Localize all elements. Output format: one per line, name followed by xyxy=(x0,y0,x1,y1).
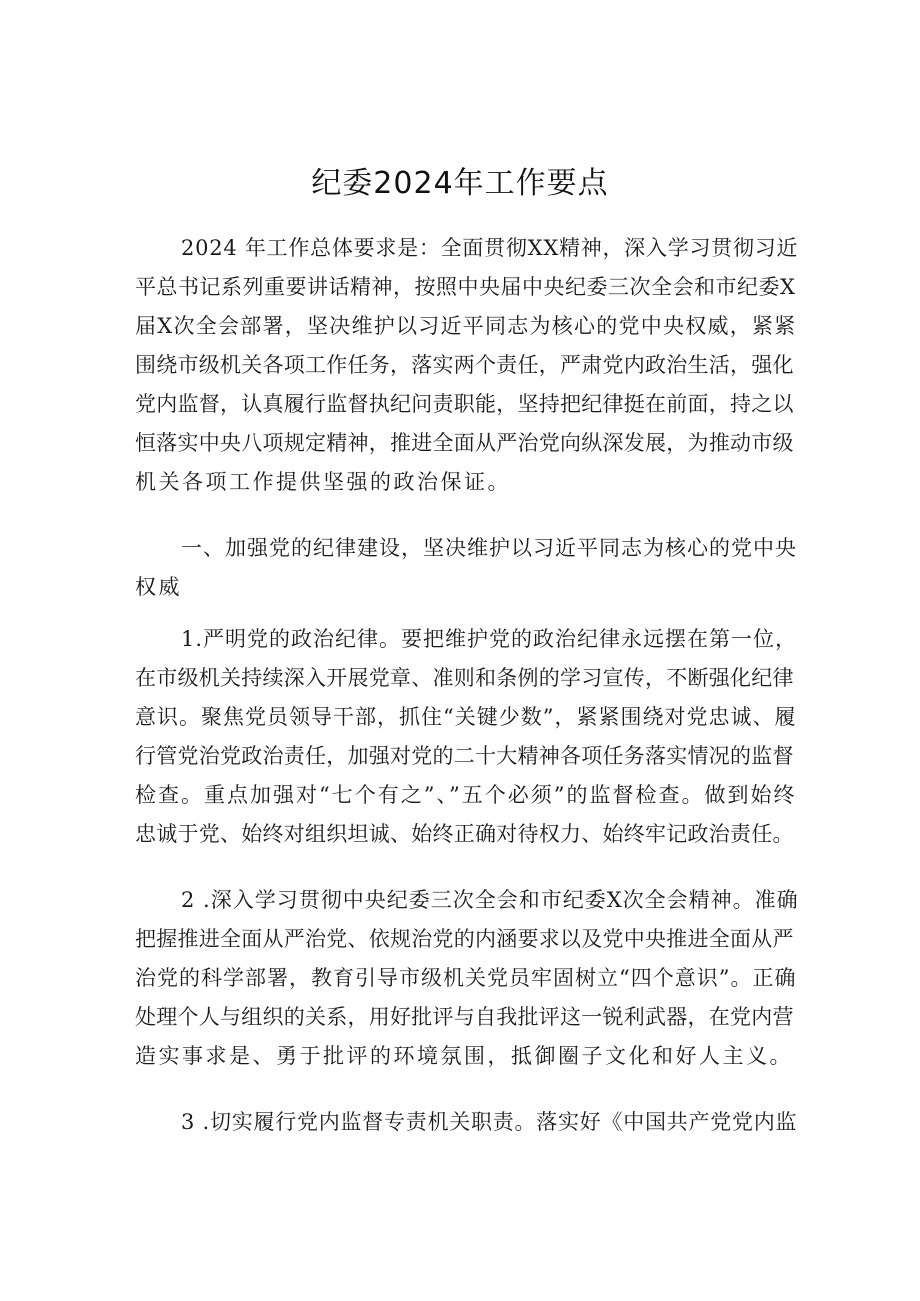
paragraph-line: 1.严明党的政治纪律。要把维护党的政治纪律永远摆在第一位， xyxy=(181,627,798,651)
paragraph-line: 3 .切实履行党内监督专责机关职责。落实好《中国共产党党内监 xyxy=(181,1110,798,1134)
paragraph-line: 把握推进全面从严治党、依规治党的内涵要求以及党中央推进全面从严 xyxy=(135,927,794,951)
section-heading xyxy=(135,529,800,607)
paragraph-line: 检查。重点加强对“七个有之”、”五个必须”的监督检查。做到始终 xyxy=(135,783,797,807)
paragraph-line: 机关各项工作提供坚强的政治保证。 xyxy=(135,470,511,494)
paragraph-line: 忠诚于党、始终对组织坦诚、始终正确对待权力、始终牢记政治责任。 xyxy=(135,822,794,846)
paragraph-line: 行管党治党政治责任，加强对党的二十大精神各项任务落实情况的监督 xyxy=(135,744,794,768)
paragraph-line: 一、加强党的纪律建设，坚决维护以习近平同志为核心的党中央 xyxy=(181,536,797,560)
document-title: 纪委2024年工作要点 xyxy=(311,166,609,201)
paragraph-line: 治党的科学部署，教育引导市级机关党员牢固树立“四个意识”。正确 xyxy=(135,966,797,990)
paragraph-line: 权威 xyxy=(135,575,182,599)
paragraph-line: 届X次全会部署，坚决维护以习近平同志为核心的党中央权威，紧紧 xyxy=(135,314,797,338)
paragraph-line: 2024 年工作总体要求是：全面贯彻XX精神，深入学习贯彻习近 xyxy=(181,236,799,260)
paragraph-line: 造实事求是、勇于批评的环境氛围，抵御圈子文化和好人主义。 xyxy=(135,1044,793,1068)
paragraph-line: 平总书记系列重要讲话精神，按照中央届中央纪委三次全会和市纪委X xyxy=(135,275,796,299)
paragraph-line: 围绕市级机关各项工作任务，落实两个责任，严肃党内政治生活，强化 xyxy=(135,353,794,377)
item-3-paragraph xyxy=(135,1103,800,1142)
item-2-paragraph xyxy=(135,881,800,1076)
paragraph-line: 2 .深入学习贯彻中央纪委三次全会和市纪委X次全会精神。准确 xyxy=(181,888,799,912)
paragraph-line: 处理个人与组织的关系，用好批评与自我批评这一锐利武器，在党内营 xyxy=(135,1005,794,1029)
intro-paragraph xyxy=(135,229,800,502)
paragraph-line: 党内监督，认真履行监督执纪问责职能，坚持把纪律挺在前面，持之以 xyxy=(135,392,794,416)
paragraph-line: 恒落实中央八项规定精神，推进全面从严治党向纵深发展，为推动市级 xyxy=(135,431,794,455)
item-1-paragraph xyxy=(135,620,800,854)
paragraph-line: 在市级机关持续深入开展党章、准则和条例的学习宣传，不断强化纪律 xyxy=(135,666,794,690)
paragraph-line: 意识。聚焦党员领导干部，抓住“关键少数”，紧紧围绕对党忠诚、履 xyxy=(135,705,797,729)
